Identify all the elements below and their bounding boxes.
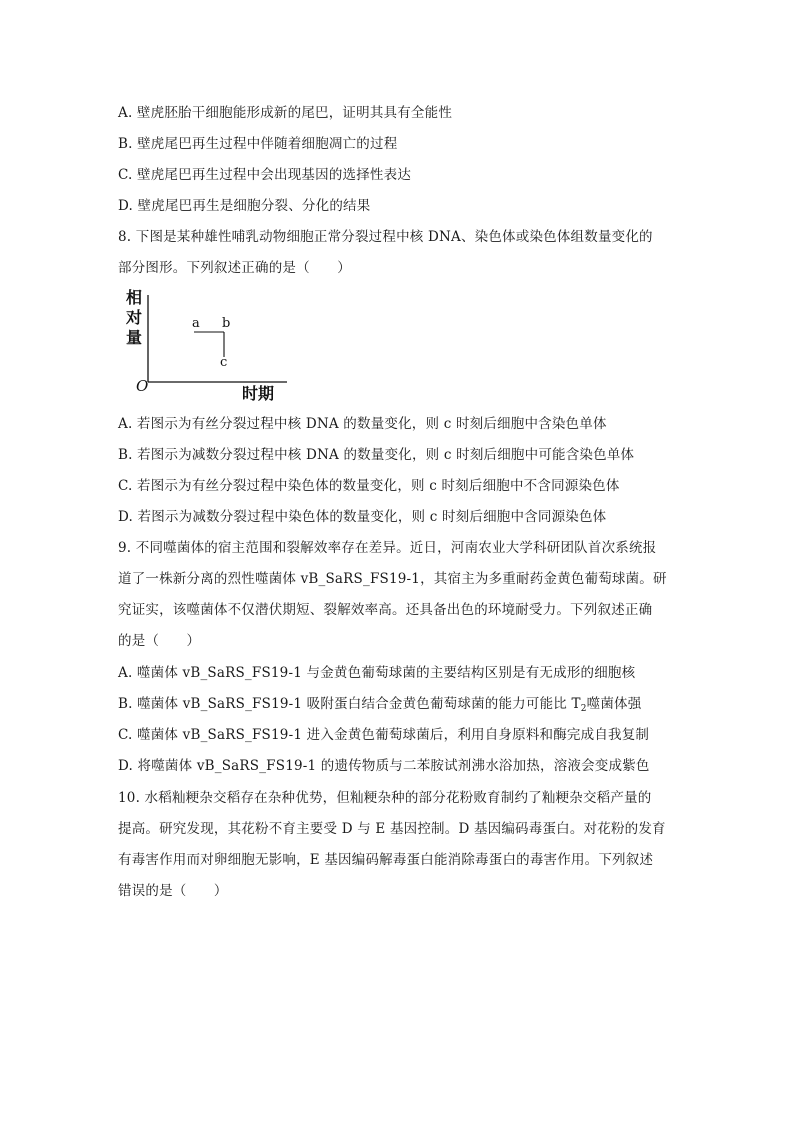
q9-stem-line2: 道了一株新分离的烈性噬菌体 vB_SaRS_FS19-1，其宿主为多重耐药金黄色葡萄球菌。研 <box>118 571 667 587</box>
q9-stem-line1: 9. 不同噬菌体的宿主范围和裂解效率存在差异。近日，河南农业大学科研团队首次系统报 <box>118 540 657 556</box>
q9-stem-line4: 的是（ ） <box>118 633 201 649</box>
point-c-label: c <box>220 355 228 370</box>
y-label-3: 量 <box>126 328 143 347</box>
q7-option-c: C. 壁虎尾巴再生过程中会出现基因的选择性表达 <box>118 167 412 183</box>
q8-option-a: A. 若图示为有丝分裂过程中核 DNA 的数量变化，则 c 时刻后细胞中含染色单体 <box>118 416 607 432</box>
q10-stem-line4: 错误的是（ ） <box>118 883 228 899</box>
q9-stem-line3: 究证实，该噬菌体不仅潜伏期短、裂解效率高。还具备出色的环境耐受力。下列叙述正确 <box>118 602 653 618</box>
q10-stem-line1: 10. 水稻籼粳杂交稻存在杂种优势，但籼粳杂种的部分花粉败育制约了籼粳杂交稻产量的 <box>118 790 652 806</box>
y-label-2: 对 <box>126 308 143 327</box>
q7-option-d: D. 壁虎尾巴再生是细胞分裂、分化的结果 <box>118 198 371 214</box>
q8-option-d: D. 若图示为减数分裂过程中染色体的数量变化，则 c 时刻后细胞中含同源染色体 <box>118 509 607 525</box>
q8-option-b: B. 若图示为减数分裂过程中核 DNA 的数量变化，则 c 时刻后细胞中可能含染色单体 <box>118 447 635 463</box>
origin-label: O <box>136 377 149 395</box>
point-a-label: a <box>192 316 200 331</box>
q9-option-c: C. 噬菌体 vB_SaRS_FS19-1 进入金黄色葡萄球菌后，利用自身原料和酶完成自我复制 <box>118 727 650 743</box>
q10-stem-line2: 提高。研究发现，其花粉不育主要受 D 与 E 基因控制。D 基因编码毒蛋白。对花粉的发育 <box>118 821 666 837</box>
q7-option-b: B. 壁虎尾巴再生过程中伴随着细胞凋亡的过程 <box>118 136 398 152</box>
q8-stem-line2: 部分图形。下列叙述正确的是（ ） <box>118 260 351 276</box>
q9-option-b-tail: 噬菌体强 <box>586 696 642 712</box>
q8-figure <box>122 287 292 407</box>
q8-option-c: C. 若图示为有丝分裂过程中染色体的数量变化，则 c 时刻后细胞中不含同源染色体 <box>118 478 620 494</box>
q8-stem-line1: 8. 下图是某种雄性哺乳动物细胞正常分裂过程中核 DNA、染色体或染色体组数量变化的 <box>118 229 653 245</box>
q9-option-b <box>118 694 641 719</box>
q9-option-a: A. 噬菌体 vB_SaRS_FS19-1 与金黄色葡萄球菌的主要结构区别是有无成形的细胞核 <box>118 665 636 681</box>
q9-option-b-subscript: 2 <box>580 704 587 714</box>
q9-option-d: D. 将噬菌体 vB_SaRS_FS19-1 的遗传物质与二苯胺试剂沸水浴加热，溶液会变成紫色 <box>118 758 650 774</box>
point-b-label: b <box>222 316 231 331</box>
y-label-1: 相 <box>126 288 143 307</box>
q9-option-b-text: B. 噬菌体 vB_SaRS_FS19-1 吸附蛋白结合金黄色葡萄球菌的能力可能比 T <box>118 696 581 712</box>
q7-option-a: A. 壁虎胚胎干细胞能形成新的尾巴，证明其具有全能性 <box>118 105 453 121</box>
q10-stem-line3: 有毒害作用而对卵细胞无影响，E 基因编码解毒蛋白能消除毒蛋白的毒害作用。下列叙述 <box>118 852 654 868</box>
x-label: 时期 <box>242 384 275 403</box>
